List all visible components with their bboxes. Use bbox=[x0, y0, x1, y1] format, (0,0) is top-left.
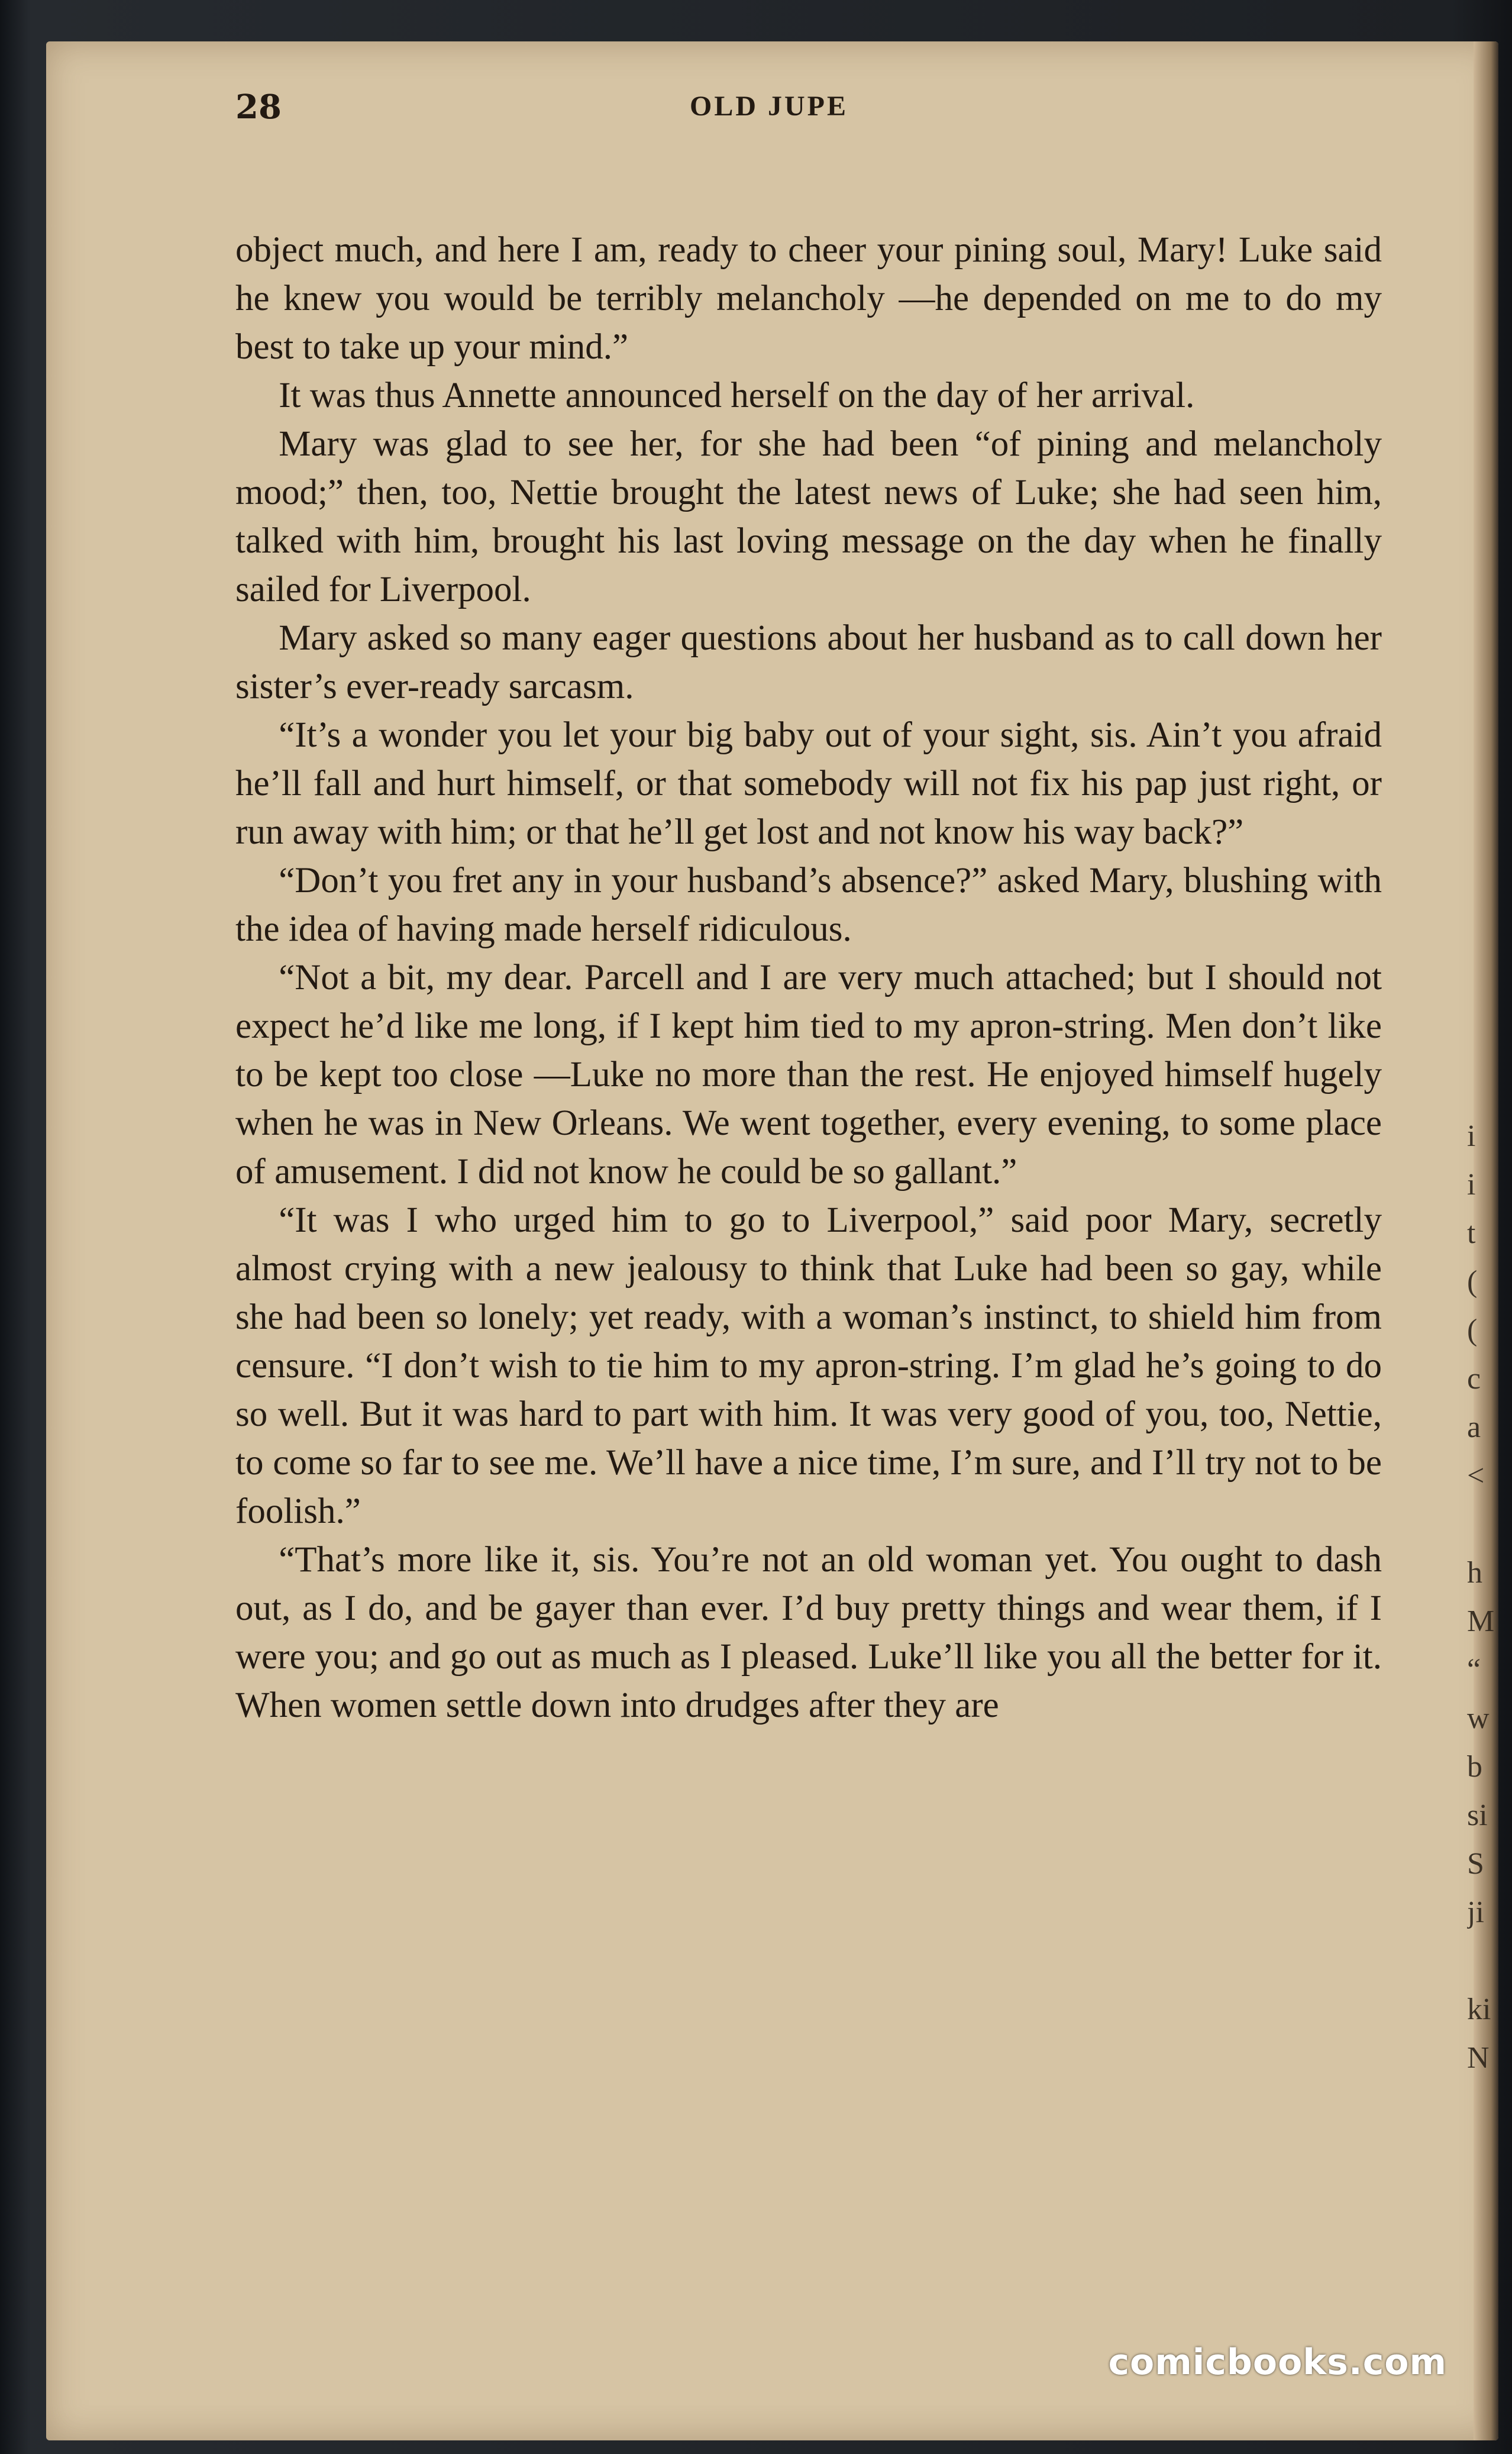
paragraph-6: “Don’t you fret any in your husband’s absence?” asked Mary, blushing with the idea of having made herself ridiculous. bbox=[235, 861, 1382, 949]
edge-letter: c bbox=[1467, 1362, 1481, 1396]
edge-letter: “ bbox=[1467, 1653, 1481, 1687]
edge-letter: si bbox=[1467, 1798, 1488, 1832]
paragraph-8: “It was I who urged him to go to Liverpool,” said poor Mary, secretly almost crying with a new jealousy to think that Luke had been so gay, while she had been so lonely; yet ready, with a woman’s instinct, to shield him from censure. “I don’t wish to tie him to my apron-string. I’m glad he’s going to do so well. But it was hard to part with him. It was very good of you, too, Nettie, to come so far to see me. We’ll have a nice time, I’m sure, and I’ll try not to be foolish.” bbox=[235, 1200, 1382, 1531]
edge-letter: ( bbox=[1467, 1313, 1478, 1347]
edge-letter: M bbox=[1467, 1604, 1495, 1638]
watermark: comicbooks.com bbox=[1108, 2342, 1447, 2383]
edge-letter: w bbox=[1467, 1701, 1490, 1735]
edge-letter: ji bbox=[1467, 1896, 1484, 1929]
paragraph-7: “Not a bit, my dear. Parcell and I are very much attached; but I should not expect he’d like me long, if I kept him tied to my apron-string. Men don’t like to be kept too close —Luke no more than the rest. He enjoyed himself hugely when he was in New Orleans. We went together, every evening, to some place of amusement. I did not know he could be so gallant.” bbox=[235, 958, 1382, 1192]
edge-letter: b bbox=[1467, 1750, 1482, 1784]
paragraph-2: It was thus Annette announced herself on the day of her arrival. bbox=[279, 376, 1195, 415]
edge-letter: N bbox=[1467, 2041, 1490, 2075]
running-head: OLD JUPE bbox=[689, 91, 848, 122]
page-number: 28 bbox=[235, 88, 282, 127]
edge-letter bbox=[1467, 1500, 1503, 1549]
paragraph-3: Mary was glad to see her, for she had been “of pining and melancholy mood;” then, too, Nettie brought the latest news of Luke; she had seen him, talked with him, brought his last loving message on the day when he finally sailed for Liverpool. bbox=[235, 424, 1382, 609]
edge-letter: ki bbox=[1467, 1993, 1491, 2026]
edge-letter: t bbox=[1467, 1216, 1476, 1250]
edge-letter: S bbox=[1467, 1847, 1484, 1881]
edge-letter: < bbox=[1467, 1459, 1485, 1493]
paragraph-9: “That’s more like it, sis. You’re not an old woman yet. You ought to dash out, as I do, and be gayer than ever. I’d buy pretty things and wear them, if I were you; and go out as much as I pleased. Luke’ll like you all the better for it. When women settle down into drudges after they are bbox=[235, 1540, 1382, 1725]
edge-letter: ( bbox=[1467, 1265, 1478, 1299]
edge-letter: h bbox=[1467, 1556, 1482, 1590]
paragraph-5: “It’s a wonder you let your big baby out of your sight, sis. Ain’t you afraid he’ll fall and hurt himself, or that somebody will not fix his pap just right, or run away with him; or that he’ll get lost and not know his way back?” bbox=[235, 715, 1382, 852]
facing-page-edge-letters bbox=[1467, 1112, 1503, 2082]
edge-letter: i bbox=[1467, 1119, 1476, 1153]
edge-letter bbox=[1467, 1937, 1503, 1985]
edge-letter: a bbox=[1467, 1410, 1481, 1444]
paragraph-4: Mary asked so many eager questions about her husband as to call down her sister’s ever-ready sarcasm. bbox=[235, 618, 1382, 706]
edge-letter: i bbox=[1467, 1168, 1476, 1202]
page-header bbox=[189, 88, 1349, 159]
body-text bbox=[235, 226, 1382, 1730]
paragraph-1: object much, and here I am, ready to cheer your pining soul, Mary! Luke said he knew you would be terribly melancholy —he depended on me to do my best to take up your mind.” bbox=[235, 230, 1382, 367]
